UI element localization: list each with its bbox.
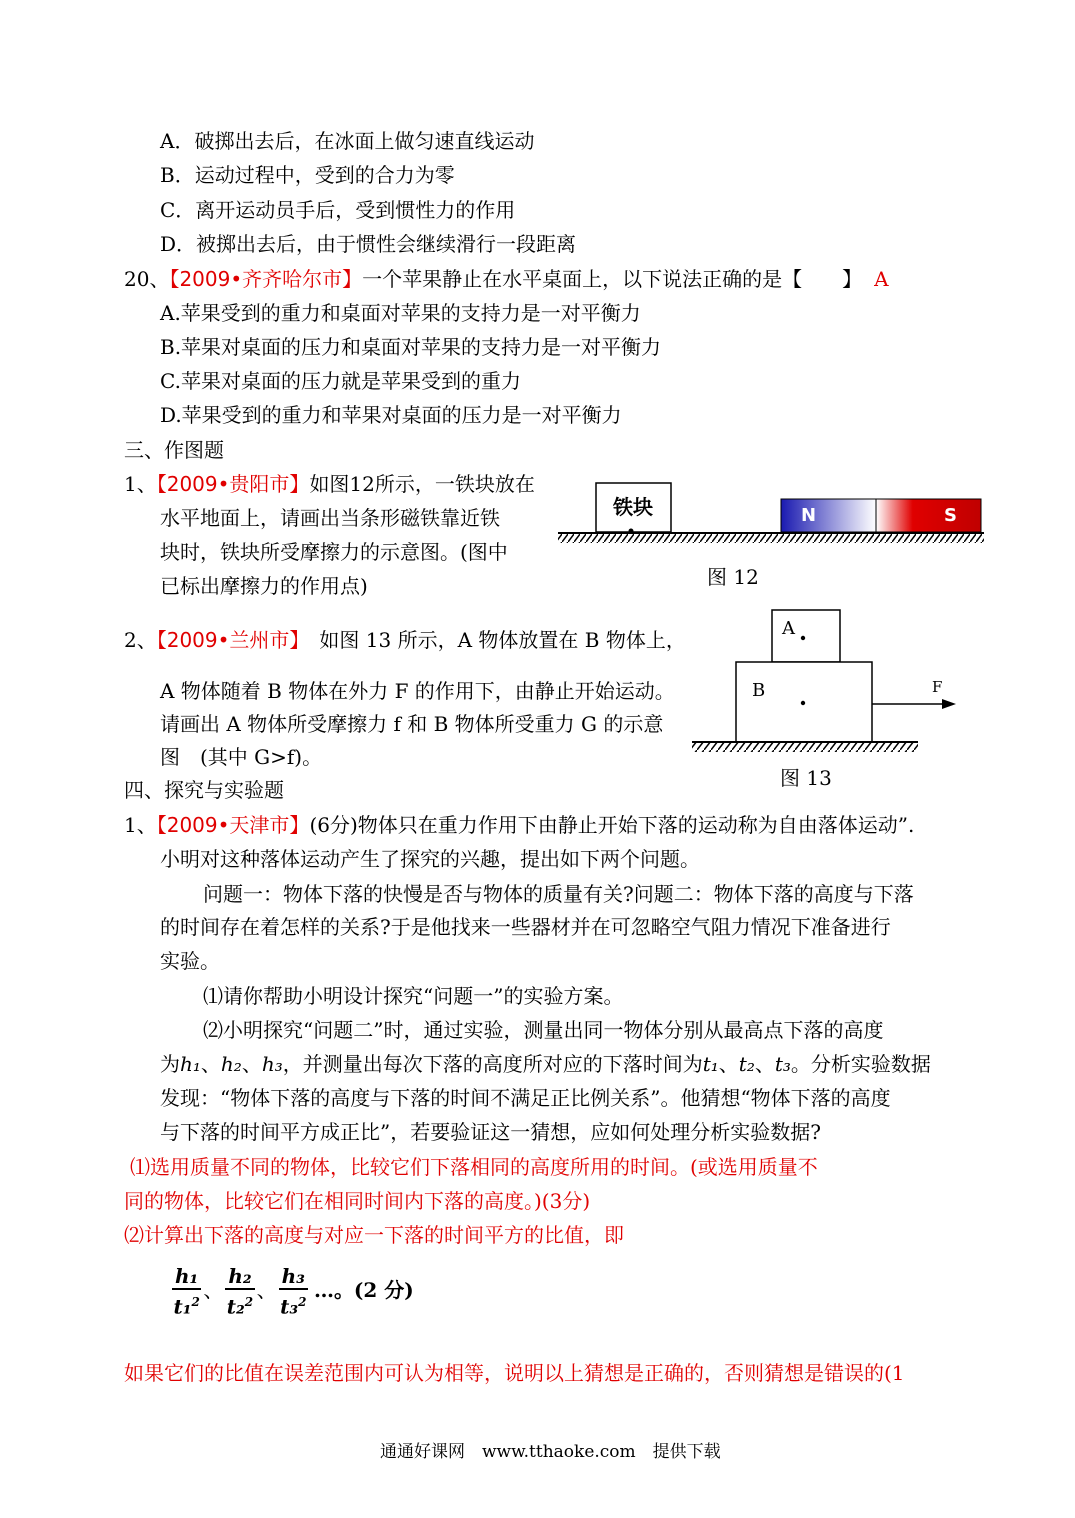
drawing-q2-line3: 请画出 A 物体所受摩擦力 f 和 B 物体所受重力 G 的示意 — [160, 712, 664, 736]
q20-option-c: C.苹果对桌面的压力就是苹果受到的重力 — [160, 369, 521, 393]
experiment-q1-line9: 发现：“物体下落的高度与下落的时间不满足正比例关系”。他猜想“物体下落的高度 — [160, 1086, 891, 1110]
block-a-label: A — [782, 618, 795, 639]
experiment-q1-line2: 小明对这种落体运动产生了探究的兴趣，提出如下两个问题。 — [160, 847, 700, 871]
drawing-q2-line4: 图 (其中 G>f)。 — [160, 745, 323, 769]
figure-12 — [556, 478, 986, 548]
drawing-q1-line4: 已标出摩擦力的作用点) — [160, 574, 368, 598]
q20-stem: 一个苹果静止在水平桌面上，以下说法正确的是【 】 — [362, 267, 863, 291]
experiment-q1-line1: 1、【2009•天津市】(6分)物体只在重力作用下由静止开始下落的运动称为自由落体运动”. — [124, 813, 915, 837]
ground-hatch-13 — [692, 743, 918, 752]
answer-line2: 同的物体，比较它们在相同时间内下落的高度。)(3分) — [124, 1189, 591, 1213]
q20-answer: A — [874, 267, 889, 291]
experiment-q1-line6: ⑴请你帮助小明设计探究“问题一”的实验方案。 — [203, 984, 624, 1008]
figure-12-caption: 图 12 — [707, 565, 759, 589]
experiment-q1-line5: 实验。 — [160, 949, 220, 973]
ground-hatch — [558, 534, 984, 543]
experiment-q1-line4: 的时间存在着怎样的关系?于是他找来一些器材并在可忽略空气阻力情况下准备进行 — [160, 915, 891, 939]
drawing-q2-source-tag: 【2009•兰州市】 — [156, 628, 300, 652]
drawing-q1-line1: 1、【2009•贵阳市】如图12所示，一铁块放在 — [124, 472, 535, 496]
h1-symbol: h₁ — [180, 1052, 201, 1076]
magnet-north — [781, 499, 876, 532]
figure-13 — [690, 606, 943, 756]
experiment-q1-source-tag: 【2009•天津市】 — [156, 813, 310, 837]
iron-block-label: 铁块 — [613, 495, 653, 519]
q20-option-b: B.苹果对桌面的压力和桌面对苹果的支持力是一对平衡力 — [160, 335, 662, 359]
ratio-formula: $\frac{\text{h₁}}{t_1^2}$ 、 $\frac{\text{h₂}}{t_2^2}$ 、 $\frac{\text{h₃}}{t_3^2}$ …。(2 分) — [173, 1264, 414, 1319]
answer-line4: 如果它们的比值在误差范围内可认为相等，说明以上猜想是正确的，否则猜想是错误的(1 — [124, 1361, 905, 1385]
q19-option-a: A．破掷出去后，在冰面上做匀速直线运动 — [160, 129, 535, 153]
magnet-n-label: N — [801, 505, 817, 526]
q19-option-b: B．运动过程中，受到的合力为零 — [160, 163, 455, 187]
drawing-q1-line2: 水平地面上，请画出当条形磁铁靠近铁 — [160, 506, 500, 530]
q20-number: 20、 — [124, 267, 170, 291]
drawing-q1-line3: 块时，铁块所受摩擦力的示意图。(图中 — [160, 540, 508, 564]
q20-option-a: A.苹果受到的重力和桌面对苹果的支持力是一对平衡力 — [160, 301, 641, 325]
q20-question — [124, 266, 889, 292]
experiment-q1-line7: ⑵小明探究“问题二”时，通过实验，测量出同一物体分别从最高点下落的高度 — [203, 1018, 884, 1042]
magnet-s-label: S — [944, 505, 957, 526]
answer-line1: ⑴选用质量不同的物体，比较它们下落相同的高度所用的时间。(或选用质量不 — [130, 1155, 818, 1179]
fraction-3: $\frac{\text{h₃}}{t_3^2}$ — [280, 1264, 307, 1319]
magnet-south — [876, 499, 981, 532]
t3-symbol: t₃ — [774, 1052, 791, 1076]
t2-symbol: t₂ — [738, 1052, 755, 1076]
block-b-point — [801, 701, 805, 705]
drawing-q2-line1: 2、【2009•兰州市】 如图 13 所示，A 物体放置在 B 物体上， — [124, 628, 686, 652]
block-b-label: B — [752, 680, 766, 701]
answer-line3: ⑵计算出下落的高度与对应一下落的时间平方的比值，即 — [124, 1223, 624, 1247]
q20-option-d: D.苹果受到的重力和苹果对桌面的压力是一对平衡力 — [160, 403, 622, 427]
section-4-heading: 四、探究与实验题 — [124, 778, 284, 802]
drawing-q2-line2: A 物体随着 B 物体在外力 F 的作用下，由静止开始运动。 — [160, 679, 675, 703]
q19-option-c: C．离开运动员手后，受到惯性力的作用 — [160, 198, 516, 222]
h3-symbol: h₃ — [261, 1052, 283, 1076]
q19-option-d: D．被掷出去后，由于惯性会继续滑行一段距离 — [160, 232, 577, 256]
force-f-arrowhead — [942, 699, 956, 709]
experiment-q1-line10: 与下落的时间平方成正比”，若要验证这一猜想，应如何处理分析实验数据? — [160, 1120, 821, 1144]
formula-tail: …。(2 分) — [313, 1277, 414, 1302]
h2-symbol: h₂ — [220, 1052, 242, 1076]
experiment-q1-line8: 为h₁、h₂、h₃，并测量出每次下落的高度所对应的下落时间为t₁、t₂、t₃。分析实验数据 — [160, 1052, 931, 1076]
drawing-q1-source-tag: 【2009•贵阳市】 — [156, 472, 310, 496]
q20-source-tag: 【2009•齐齐哈尔市】 — [169, 267, 363, 291]
page-footer: 通通好课网 www.tthaoke.com 提供下载 — [380, 1442, 721, 1462]
t1-symbol: t₁ — [702, 1052, 719, 1076]
experiment-q1-line3: 问题一：物体下落的快慢是否与物体的质量有关?问题二：物体下落的高度与下落 — [203, 882, 914, 906]
section-3-heading: 三、作图题 — [124, 438, 224, 462]
block-a-point — [801, 636, 805, 640]
force-f-label: F — [932, 678, 943, 696]
fraction-2: $\frac{\text{h₂}}{t_2^2}$ — [226, 1264, 254, 1319]
fraction-1: $\frac{\text{h₁}}{t_1^2}$ — [173, 1264, 200, 1319]
figure-13-caption: 图 13 — [780, 766, 832, 790]
